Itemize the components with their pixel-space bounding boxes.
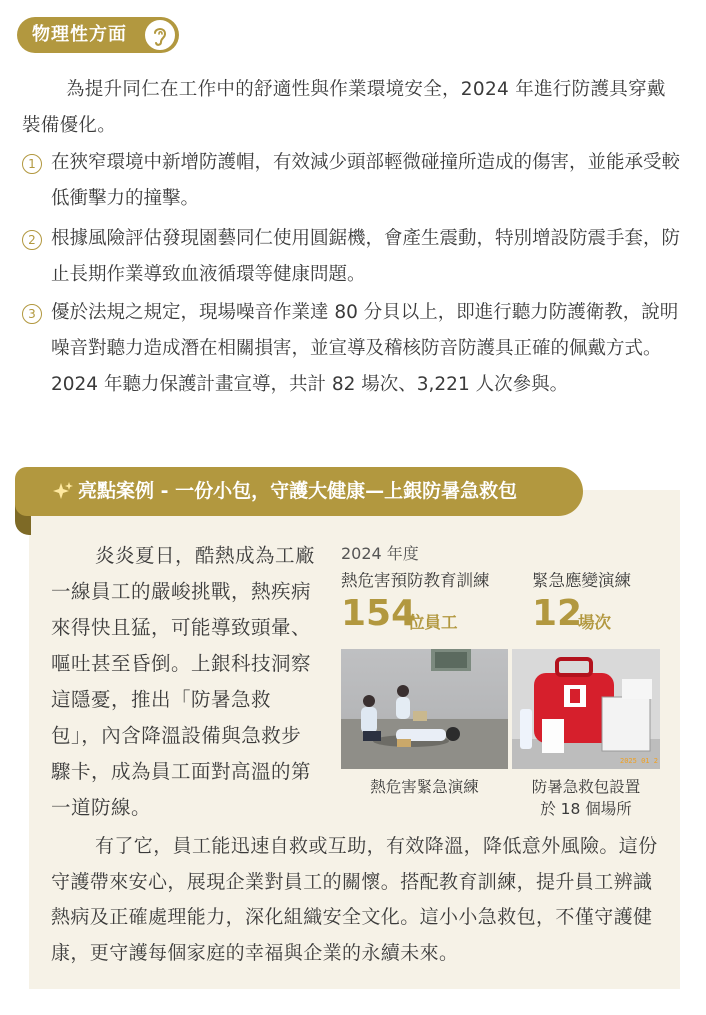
stat-label-drill: 緊急應變演練 xyxy=(532,571,631,590)
closing-paragraph: 有了它，員工能迅速自救或互助，有效降溫，降低意外風險。這份守護帶來安心，展現企業對員工的關懷。搭配教育訓練，提升員工辨識熱病及正確處理能力，深化組織安全文化。這小小急救包，不僅守護健康，更守護每個家庭的幸福與企業的永續未來。 xyxy=(51,835,658,964)
kit-caption-line1: 防暑急救包設置 xyxy=(531,778,641,796)
section-header xyxy=(17,17,179,53)
list-item xyxy=(22,221,682,293)
kit-photo xyxy=(512,649,660,769)
highlight-story: 炎炎夏日，酷熱成為工廠一線員工的嚴峻挑戰，熱疾病來得快且猛，可能導致頭暈、嘔吐甚至昏倒。上銀科技洞察這隱憂，推出「防暑急救包」，內含降溫設備與急救步驟卡，成為員工面對高溫的第一道防線。 xyxy=(51,544,316,819)
stat-unit-training: 位員工 xyxy=(408,613,458,632)
drill-photo-caption: 熱危害緊急演練 xyxy=(370,778,479,796)
kit-caption-line2: 於 18 個場所 xyxy=(540,800,632,818)
item-number: 3 xyxy=(22,304,42,324)
item-text: 根據風險評估發現園藝同仁使用圓鋸機，會產生震動，特別增設防震手套，防止長期作業導致血液循環等健康問題。 xyxy=(51,228,681,285)
item-text: 在狹窄環境中新增防護帽，有效減少頭部輕微碰撞所造成的傷害，並能承受較低衝擊力的撞擊。 xyxy=(51,152,681,209)
drill-photo xyxy=(341,649,508,769)
highlight-banner xyxy=(15,467,583,516)
list-item xyxy=(22,295,682,403)
stat-value-training: 154 xyxy=(341,593,417,634)
highlight-title: 亮點案例 - 一份小包，守護大健康—上銀防暑急救包 xyxy=(78,480,518,502)
stats-year: 2024 年度 xyxy=(341,544,419,563)
stat-unit-drill: 場次 xyxy=(578,613,611,632)
stat-label-training: 熱危害預防教育訓練 xyxy=(341,571,490,590)
photo-date-stamp: 2025 01 2 xyxy=(620,757,658,765)
kit-photo-caption xyxy=(506,776,666,820)
intro-paragraph: 為提升同仁在工作中的舒適性與作業環境安全，2024 年進行防護具穿戴裝備優化。 xyxy=(22,79,666,136)
item-text: 優於法規之規定，現場噪音作業達 80 分貝以上，即進行聽力防護衛教，說明噪音對聽力造成潛在相關損害，並宣導及稽核防音防護具正確的佩戴方式。2024 年聽力保護計畫宣導，共計 82 場次、3,221 人次參與。 xyxy=(51,302,679,395)
sparkle-icon xyxy=(52,481,74,503)
ear-icon xyxy=(143,18,177,52)
list-item xyxy=(22,145,682,217)
section-title: 物理性方面 xyxy=(32,24,127,45)
stat-value-drill: 12 xyxy=(532,593,583,634)
item-number: 1 xyxy=(22,154,42,174)
item-number: 2 xyxy=(22,230,42,250)
